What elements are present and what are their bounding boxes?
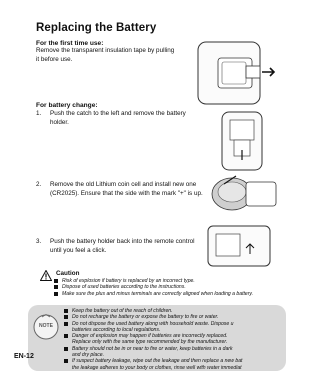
note-item: Do not recharge the battery or expose the battery to fire or water. — [64, 314, 286, 320]
remote-tape-illustration — [196, 40, 278, 106]
caution-list — [54, 278, 288, 297]
warning-icon — [40, 268, 52, 279]
battery-holder-illustration — [216, 110, 268, 172]
caution-item: Risk of explosion if battery is replaced by an incorrect type. — [54, 278, 288, 284]
note-item: If suspect battery leakage, wipe out the leakage and then replace a new bat the leakage adheres to your body or clothes, rinse well with water immediat — [64, 358, 286, 371]
note-list — [64, 308, 286, 371]
note-item: Keep the battery out of the reach of children. — [64, 308, 286, 314]
note-label: NOTE — [39, 323, 53, 329]
holder-insert-illustration — [206, 224, 272, 268]
coin-cell-illustration — [206, 172, 282, 216]
first-time-heading: For the first time use: — [36, 40, 104, 47]
caution-heading: Caution — [56, 270, 80, 277]
note-item: Danger of explosion may happen if batteries are incorrectly replaced. Replace only with the same type recommended by the manufacturer. — [64, 333, 286, 346]
step-2-text: Remove the old Lithium coin cell and install new one (CR2025). Ensure that the side with the mark "+" is up. — [50, 181, 203, 197]
first-time-text: Remove the transparent insulation tape by pulling it before use. — [36, 47, 175, 63]
note-item: Do not dispose the used battery along with household waste. Dispose u batteries according to local regulations. — [64, 321, 286, 334]
step-1-number: 1. — [36, 110, 42, 117]
step-1-text: Push the catch to the left and remove the battery holder. — [50, 110, 186, 126]
caution-item: Dispose of used batteries according to the instructions. — [54, 284, 288, 290]
page-title: Replacing the Battery — [36, 22, 157, 34]
step-3-text: Push the battery holder back into the remote control until you feel a click. — [50, 238, 195, 254]
battery-change-heading: For battery change: — [36, 102, 98, 109]
step-2-number: 2. — [36, 181, 42, 188]
note-item: Battery should not be in or near to fire or water, keep batteries in a dark and dry place. — [64, 346, 286, 359]
step-3-number: 3. — [36, 238, 42, 245]
page-number: EN-12 — [14, 353, 34, 360]
caution-item: Make sure the plus and minus terminals are correctly aligned when loading a battery. — [54, 291, 288, 297]
